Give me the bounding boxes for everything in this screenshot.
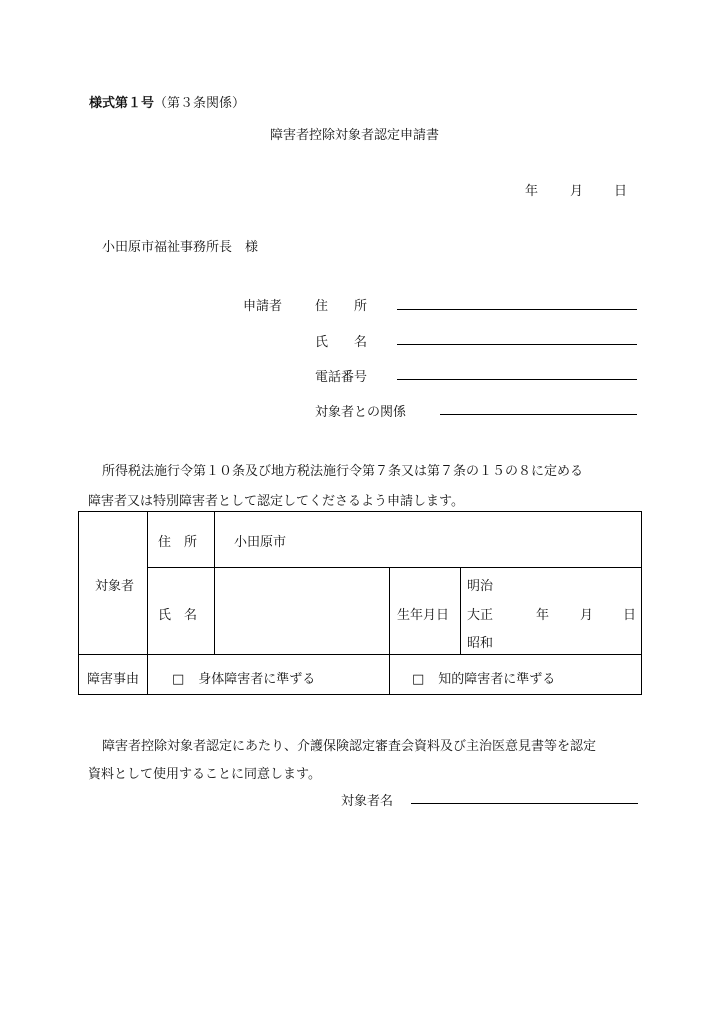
option-physical[interactable] xyxy=(172,668,315,687)
subject-address-label: 住 所 xyxy=(158,535,198,550)
body-line-2: 障害者又は特別障害者として認定してくださるよう申請します。 xyxy=(88,494,464,509)
option-intellectual[interactable] xyxy=(412,668,555,687)
table-divider xyxy=(147,511,148,695)
applicant-phone-line[interactable] xyxy=(397,379,637,380)
addressee: 小田原市福祉事務所長 様 xyxy=(102,240,259,255)
body-line-1: 所得税法施行令第１０条及び地方税法施行令第７条又は第７条の１５の８に定める xyxy=(102,464,584,479)
era-taisho[interactable]: 大正 xyxy=(467,608,494,623)
applicant-phone-label: 電話番号 xyxy=(315,370,368,385)
table-divider xyxy=(460,567,461,654)
form-number xyxy=(89,92,245,111)
date-day-label: 日 xyxy=(614,184,628,199)
applicant-name-label: 氏 名 xyxy=(315,335,368,350)
applicant-label: 申請者 xyxy=(243,299,283,314)
signature-line[interactable] xyxy=(411,803,638,804)
applicant-name-line[interactable] xyxy=(397,344,637,345)
signature-label: 対象者名 xyxy=(341,794,394,809)
birth-year-label: 年 xyxy=(536,608,550,623)
form-reference: （第３条関係） xyxy=(154,96,246,111)
applicant-relation-label: 対象者との関係 xyxy=(315,405,407,420)
birth-day-label: 日 xyxy=(623,608,637,623)
subject-address-value[interactable]: 小田原市 xyxy=(234,535,287,550)
applicant-address-line[interactable] xyxy=(397,309,637,310)
document-title: 障害者控除対象者認定申請書 xyxy=(270,128,440,143)
table-divider xyxy=(389,567,390,695)
option-intellectual-label: 知的障害者に準ずる xyxy=(438,672,556,687)
subject-name-field[interactable] xyxy=(215,568,388,653)
date-year-label: 年 xyxy=(525,184,539,199)
subject-name-label: 氏 名 xyxy=(158,608,198,623)
applicant-relation-line[interactable] xyxy=(440,414,637,415)
disability-reason-label: 障害事由 xyxy=(87,672,140,687)
birth-month-label: 月 xyxy=(580,608,594,623)
form-label: 様式第１号 xyxy=(89,96,155,111)
birthdate-label: 生年月日 xyxy=(397,608,450,623)
subject-label: 対象者 xyxy=(95,579,135,594)
option-physical-label: 身体障害者に準ずる xyxy=(198,672,316,687)
era-showa[interactable]: 昭和 xyxy=(467,636,494,651)
applicant-address-label: 住 所 xyxy=(315,299,368,314)
date-month-label: 月 xyxy=(570,184,584,199)
era-meiji[interactable]: 明治 xyxy=(467,579,494,594)
checkbox-icon[interactable]: □ xyxy=(172,672,185,687)
consent-line-1: 障害者控除対象者認定にあたり、介護保険認定審査会資料及び主治医意見書等を認定 xyxy=(102,739,597,754)
consent-line-2: 資料として使用することに同意します。 xyxy=(88,767,321,782)
checkbox-icon[interactable]: □ xyxy=(412,672,425,687)
table-divider xyxy=(78,654,642,655)
